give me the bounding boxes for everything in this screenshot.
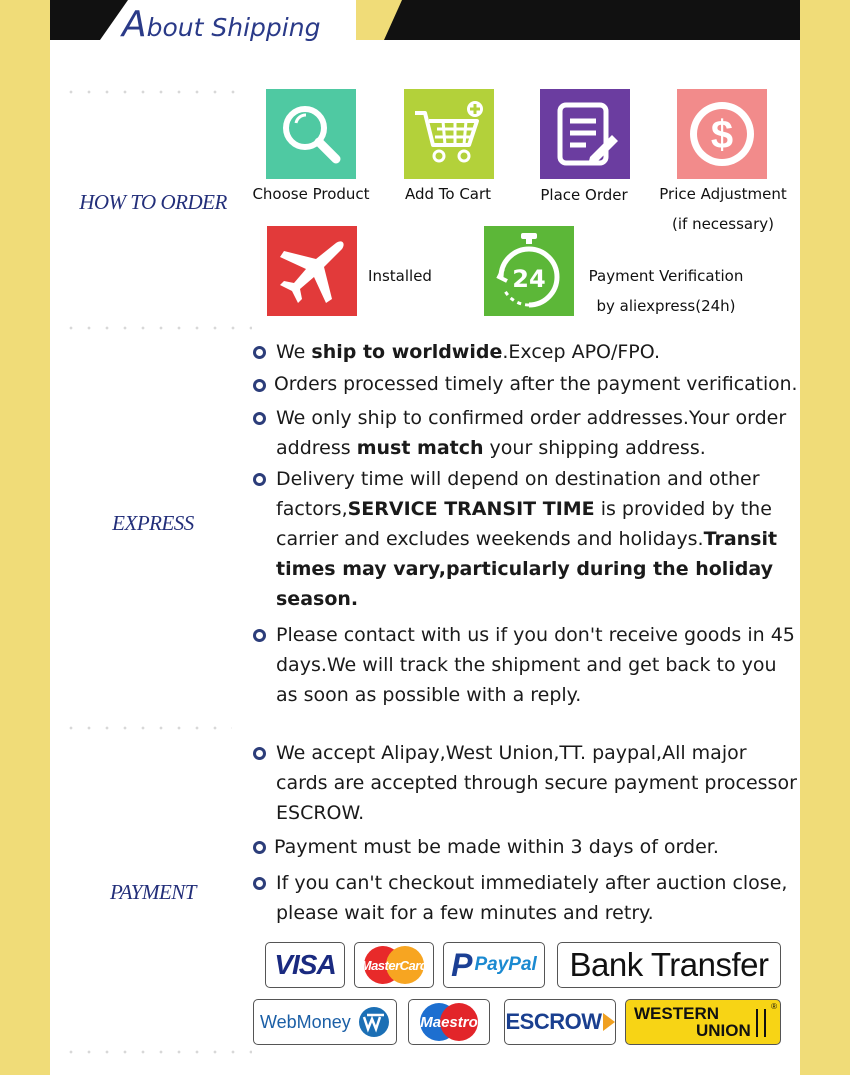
- dollar-icon: [677, 89, 767, 179]
- step-label: Add To Cart: [404, 185, 492, 203]
- visa-logo: VISA: [265, 942, 345, 988]
- step-label: Installed: [368, 267, 432, 285]
- how-to-order-label: HOW TO ORDER: [79, 190, 227, 214]
- list-item: Payment must be made within 3 days of order.: [250, 832, 800, 862]
- list-item: Orders processed timely after the payment verification.: [250, 370, 800, 400]
- step-installed: [267, 226, 357, 316]
- payment-list: [250, 738, 800, 928]
- step-label: Price Adjustment: [659, 185, 787, 203]
- express-label: EXPRESS: [112, 511, 194, 535]
- bullet-icon: [253, 412, 266, 425]
- step-add-to-cart: [404, 89, 494, 179]
- airplane-icon: [267, 226, 357, 316]
- wu-bars-icon: [756, 1009, 766, 1037]
- mastercard-logo: MasterCard: [354, 942, 434, 988]
- bullet-icon: [253, 473, 266, 486]
- express-list: [250, 337, 800, 710]
- step-label: Choose Product: [252, 185, 370, 203]
- document-edit-icon: [540, 89, 630, 179]
- paypal-logo: P PayPal: [443, 942, 545, 988]
- cart-icon: [404, 89, 494, 179]
- escrow-arrow-icon: [603, 1013, 615, 1031]
- bullet-icon: [253, 877, 266, 890]
- escrow-logo: ESCROW: [504, 999, 616, 1045]
- step-sublabel: by aliexpress(24h): [596, 297, 736, 315]
- list-item: We accept Alipay,West Union,TT. paypal,All major cards are accepted through secure payment processor ESCROW.: [250, 738, 800, 828]
- list-item: We ship to worldwide.Excep APO/FPO.: [250, 337, 800, 367]
- svg-text:$: $: [710, 113, 734, 157]
- bullet-icon: [253, 379, 266, 392]
- maestro-logo: Maestro: [408, 999, 490, 1045]
- header-accent: [356, 0, 402, 40]
- step-place-order: [540, 89, 630, 179]
- step-sublabel: (if necessary): [672, 215, 774, 233]
- magnifier-icon: [266, 89, 356, 179]
- bullet-icon: [253, 747, 266, 760]
- step-price-adjustment: [677, 89, 767, 179]
- step-choose-product: [266, 89, 356, 179]
- divider: [62, 726, 232, 730]
- list-item: We only ship to confirmed order addresses.Your order address must match your shipping address.: [250, 403, 800, 463]
- webmoney-globe-icon: [357, 1005, 391, 1039]
- payment-label: PAYMENT: [110, 880, 196, 904]
- step-payment-verification: [484, 226, 574, 316]
- list-item: Please contact with us if you don't receive goods in 45 days.We will track the shipment and get back to you as soon as possible with a reply.: [250, 620, 800, 710]
- bullet-icon: [253, 346, 266, 359]
- western-union-logo: WESTERN UNION ®: [625, 999, 781, 1045]
- bank-transfer-logo: Bank Transfer: [557, 942, 781, 988]
- step-label: Place Order: [540, 186, 628, 204]
- step-label: Payment Verification: [588, 267, 744, 285]
- webmoney-logo: WebMoney: [253, 999, 397, 1045]
- divider: [62, 90, 242, 94]
- svg-text:24: 24: [512, 265, 546, 293]
- bullet-icon: [253, 841, 266, 854]
- list-item: If you can't checkout immediately after auction close, please wait for a few minutes and retry.: [250, 868, 800, 928]
- divider: [62, 1050, 252, 1054]
- stopwatch-24-icon: [484, 226, 574, 316]
- list-item: Delivery time will depend on destination and other factors,SERVICE TRANSIT TIME is provided by the carrier and excludes weekends and holidays.Transit times may vary,particularly during the holiday season.: [250, 464, 800, 614]
- divider: [62, 326, 252, 330]
- page-title: About Shipping: [122, 4, 321, 45]
- bullet-icon: [253, 629, 266, 642]
